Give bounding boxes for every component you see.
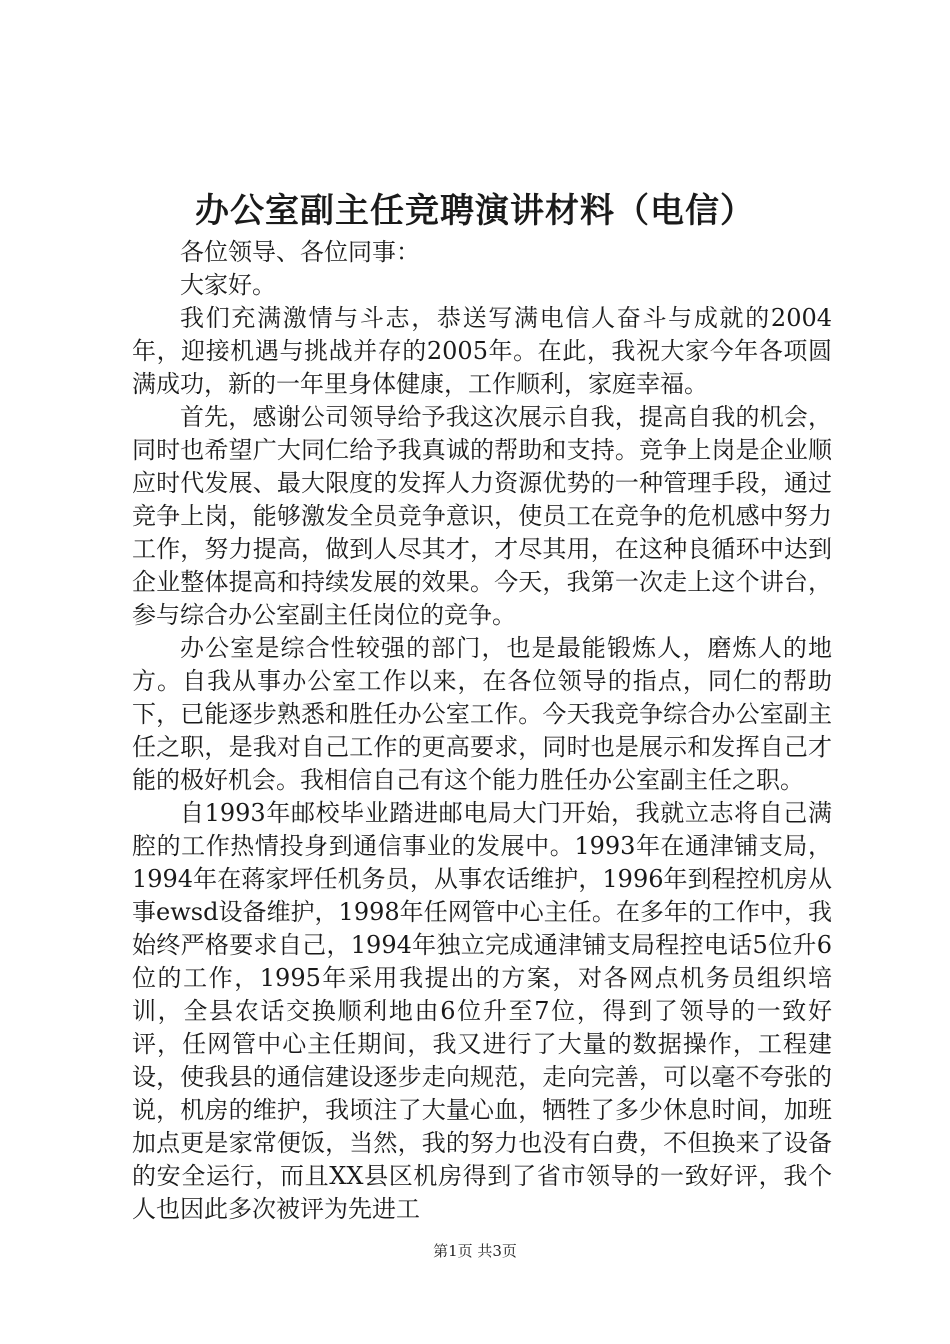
salutation-paragraph: 各位领导、各位同事： [180,238,420,266]
page-number-footer: 第1页 共3页 [433,1242,517,1260]
gratitude-paragraph: 首先，感谢公司领导给予我这次展示自我，提高自我的机会，同时也希望广大同仁给予我真诚的帮助和支持。竞争上岗是企业顺应时代发展、最大限度的发挥人力资源优势的一种管理手段，通过竞争上岗，能够激发全员竞争意识，使员工在竞争的危机感中努力工作，努力提高，做到人尽其才，才尽其用，在这种良循环中达到企业整体提高和持续发展的效果。今天，我第一次走上这个讲台，参与综合办公室副主任岗位的竞争。 [132,403,832,629]
office-role-paragraph: 办公室是综合性较强的部门，也是最能锻炼人，磨炼人的地方。自我从事办公室工作以来，在各位领导的指点，同仁的帮助下，已能逐步熟悉和胜任办公室工作。今天我竞争综合办公室副主任之职，是我对自己工作的更高要求，同时也是展示和发挥自己才能的极好机会。我相信自己有这个能力胜任办公室副主任之职。 [132,634,832,794]
new-year-paragraph: 我们充满激情与斗志，恭送写满电信人奋斗与成就的2004年，迎接机遇与挑战并存的2005年。在此，我祝大家今年各项圆满成功，新的一年里身体健康，工作顺利，家庭幸福。 [132,304,832,398]
document-title: 办公室副主任竞聘演讲材料（电信） [195,191,755,231]
greeting-paragraph: 大家好。 [180,271,276,299]
career-history-paragraph: 自1993年邮校毕业踏进邮电局大门开始，我就立志将自己满腔的工作热情投身到通信事业的发展中。1993年在通津铺支局，1994年在蒋家坪任机务员，从事农话维护，1996年到程控机房从事ewsd设备维护，1998年任网管中心主任。在多年的工作中，我始终严格要求自己，1994年独立完成通津铺支局程控电话5位升6位的工作，1995年采用我提出的方案，对各网点机务员组织培训，全县农话交换顺利地由6位升至7位，得到了领导的一致好评，任网管中心主任期间，我又进行了大量的数据操作，工程建设，使我县的通信建设逐步走向规范，走向完善，可以毫不夸张的说，机房的维护，我顷注了大量心血，牺牲了多少休息时间，加班加点更是家常便饭，当然，我的努力也没有白费，不但换来了设备的安全运行，而且XX县区机房得到了省市领导的一致好评，我个人也因此多次被评为先进工 [132,799,832,1223]
document-body [132,236,832,1226]
